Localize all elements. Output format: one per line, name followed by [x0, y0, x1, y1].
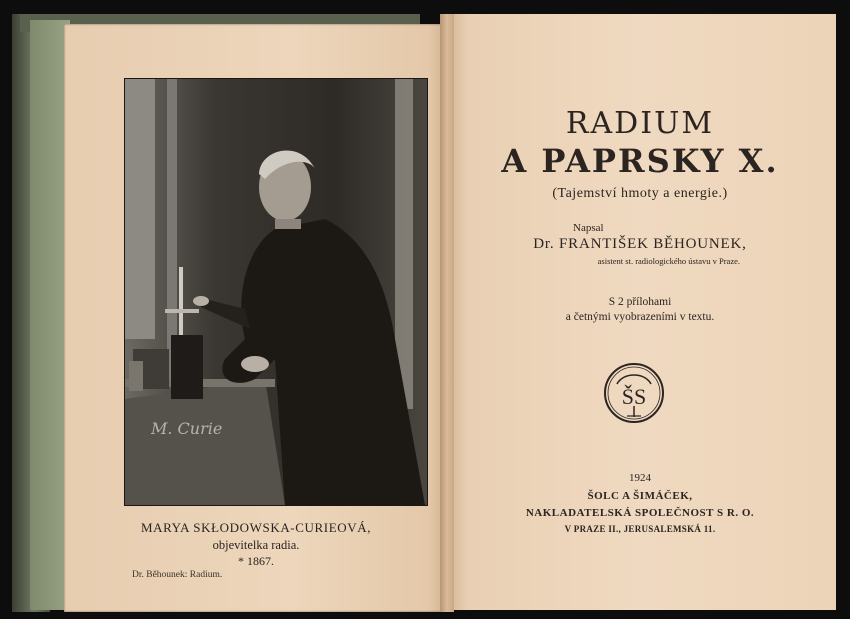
publication-year: 1924	[629, 472, 651, 484]
caption-name: MARYA SKŁODOWSKA-CURIEOVÁ,	[140, 520, 372, 535]
frontispiece-photo	[124, 78, 428, 506]
title-line-1: RADIUM	[565, 106, 715, 141]
logo-letters: ŠS	[621, 384, 647, 409]
caption-role: objevitelka radia.	[212, 538, 300, 552]
portrait-illustration	[125, 79, 427, 505]
caption-born: * 1867.	[238, 554, 274, 568]
publisher-logo-icon	[603, 362, 665, 424]
publisher-address: V PRAZE II., JERUSALEMSKÁ 11.	[564, 524, 716, 534]
page-footer: Dr. Běhounek: Radium.	[132, 570, 223, 580]
subtitle: (Tajemství hmoty a energie.)	[552, 186, 728, 201]
publisher-company: NAKLADATELSKÁ SPOLEČNOST S R. O.	[525, 507, 755, 519]
supplement-line-1: S 2 přílohami	[608, 296, 672, 308]
author-name: Dr. FRANTIŠEK BĚHOUNEK,	[533, 236, 747, 252]
author-prefix: Napsal	[573, 222, 604, 234]
supplement-line-2: a četnými vyobrazeními v textu.	[565, 311, 715, 323]
photo-signature: M. Curie	[151, 419, 223, 438]
publisher-name: ŠOLC A ŠIMÁČEK,	[587, 490, 693, 502]
author-affiliation: asistent st. radiologického ústavu v Praze.	[597, 256, 740, 266]
title-line-2: A PAPRSKY X.	[501, 142, 779, 180]
